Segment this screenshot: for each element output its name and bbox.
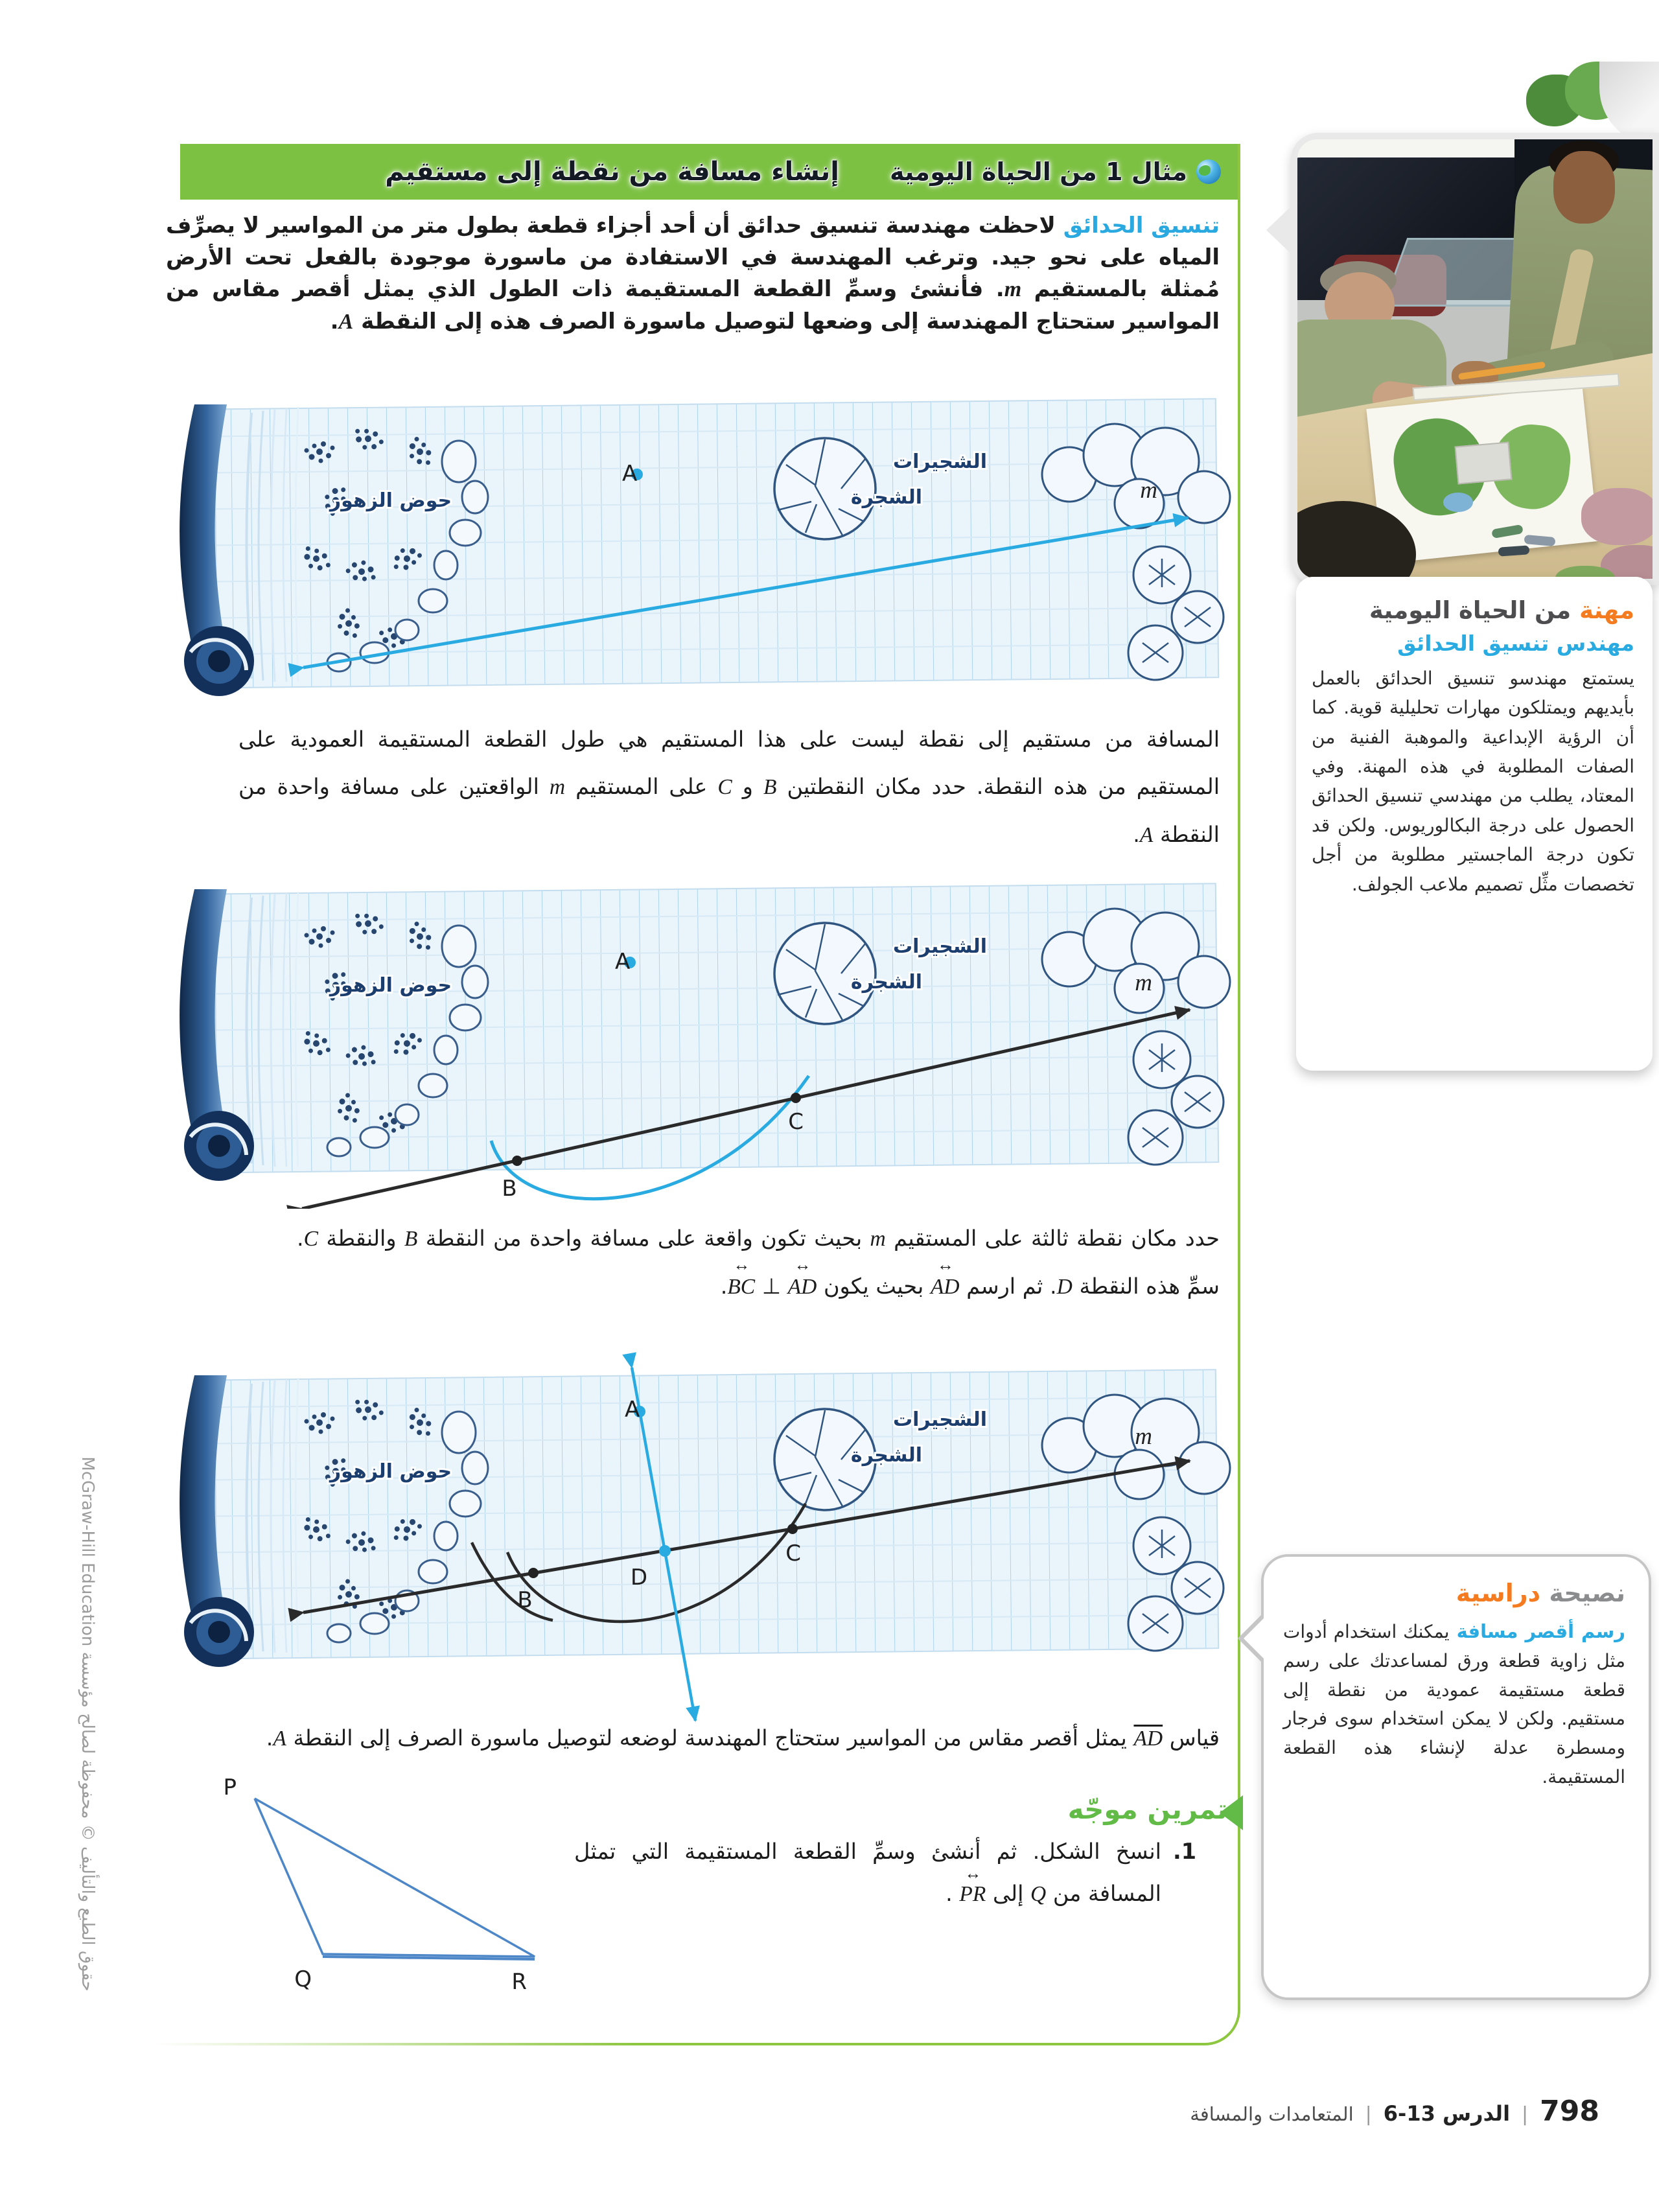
footer-separator: |	[1522, 2103, 1529, 2126]
page-number: 798	[1540, 2095, 1599, 2128]
p-label: P	[223, 1775, 237, 1800]
lesson-label: الدرس 13-6	[1383, 2101, 1511, 2126]
guided-arrow-icon	[1220, 1795, 1243, 1830]
chapter-label: المتعامدات والمسافة	[1190, 2103, 1354, 2125]
example-title: إنشاء مسافة من نقطة إلى مستقيم	[385, 157, 839, 187]
a-label: A	[622, 461, 638, 487]
diagram-3	[154, 1348, 1236, 1753]
career-title	[1312, 596, 1634, 624]
tip-notch-inner	[1244, 1617, 1265, 1660]
d-label: D	[630, 1565, 648, 1590]
point-b	[528, 1568, 539, 1578]
example-label: مثال 1 من الحياة اليومية	[890, 157, 1187, 186]
flowerbed-label: حوض الزهور	[329, 974, 452, 997]
career-subtitle: مهندس تنسيق الحدائق	[1397, 631, 1634, 656]
tip-body	[1283, 1616, 1625, 1792]
intro-lead: تنسيق الحدائق	[1055, 213, 1220, 239]
tree-label: الشجرة	[850, 1444, 922, 1467]
m-label: m	[1135, 1423, 1152, 1450]
banner-lead	[890, 157, 1221, 186]
tip-title-accent: دراسية	[1456, 1579, 1541, 1607]
flowerbed-label: حوض الزهور	[329, 1460, 452, 1483]
triangle-sides	[255, 1799, 535, 1957]
tree-label: الشجرة	[850, 971, 922, 994]
page-footer	[1190, 2095, 1599, 2128]
step2-paragraph: المسافة من مستقيم إلى نقطة ليست على هذا المستقيم هي طول القطعة المستقيمة العمودية على المستقيم من هذه النقطة. حدد مكان النقطتين B و C على المستقيم m الواقعتين على مسافة واحدة من النقطة A.	[231, 727, 1220, 848]
b-label: B	[517, 1587, 533, 1613]
study-tip-callout	[1261, 1554, 1651, 2000]
border-fade	[154, 2043, 642, 2045]
photo-plan-house	[1455, 441, 1513, 484]
shrubs-label: الشجيرات	[892, 1408, 987, 1431]
diagram-2	[154, 862, 1236, 1209]
m-label: m	[1140, 477, 1157, 504]
b-label: B	[502, 1176, 517, 1202]
example-banner	[180, 144, 1238, 200]
career-title-accent: مهنة	[1579, 596, 1634, 624]
photo-callout	[1291, 133, 1659, 585]
diagram-1	[154, 377, 1236, 704]
copyright-text: حقوق الطبع والتأليف © محفوظة لصالح مؤسسة McGraw-Hill Education	[78, 1456, 97, 1992]
career-photo	[1297, 139, 1653, 579]
step3-paragraph: حدد مكان نقطة ثالثة على المستقيم m بحيث تكون واقعة على مسافة واحدة من النقطة B والنقطة C. سمِّ هذه النقطة D. ثم ارسم AD ↔ بحيث يكون AD ↔ ⊥ BC ↔ .	[290, 1226, 1220, 1299]
photo-plan-pond	[1443, 493, 1473, 512]
point-c	[787, 1524, 798, 1534]
guided-practice-title: تمرين موجّه	[1067, 1793, 1227, 1825]
c-label: C	[788, 1109, 804, 1135]
flowerbed-label: حوض الزهور	[329, 489, 452, 512]
tip-lead: رسم أقصر مسافة	[1449, 1620, 1625, 1642]
photo-man2-head	[1553, 151, 1615, 224]
example-box	[154, 144, 1240, 2045]
q-label: Q	[294, 1966, 312, 1992]
photo-notch-icon	[1266, 203, 1295, 257]
tip-title	[1283, 1579, 1625, 1607]
caption-paragraph: قياس AD يمثل أقصر مقاس من المواسير ستحتاج المهندسة لوضعه لتوصيل ماسورة الصرف إلى النقطة A.	[266, 1725, 1220, 1751]
triangle-pqr	[190, 1767, 611, 2007]
shrubs-label: الشجيرات	[892, 935, 987, 958]
a-label: A	[615, 949, 631, 975]
intro-text: لاحظت مهندسة تنسيق حدائق أن أحد أجزاء قطعة بطول متر من المواسير لا يصرِّف المياه على نحو جيد. وترغب المهندسة في الاستفادة من ماسورة موجودة بالفعل تحت الأرض مُمثلة بالمستقيم m. فأنشئ وسمِّ القطعة المستقيمة ذات الطول الذي يمثل أقصر مقاس من المواسير ستحتاج المهندسة إلى وضعها لتوصيل ماسورة الصرف هذه إلى النقطة A.	[158, 213, 1220, 334]
c-label: C	[785, 1541, 801, 1566]
tip-text: يمكنك استخدام أدوات مثل زاوية قطعة ورق لمساعدتك على رسم قطعة مستقيمة عمودية من نقطة إلى مستقيم. ولكن لا يمكن استخدام سوى فرجار ومسطرة عدلة لإنشاء هذه القطعة المستقيمة.	[1283, 1621, 1625, 1787]
m-label: m	[1135, 970, 1152, 996]
exercise-number: 1.	[1172, 1839, 1196, 1864]
intro-paragraph	[158, 210, 1220, 338]
career-callout	[1296, 577, 1653, 1071]
a-label: A	[625, 1397, 640, 1423]
point-b	[512, 1156, 522, 1166]
footer-separator: |	[1365, 2103, 1372, 2126]
globe-icon	[1196, 159, 1221, 184]
exercise-text: انسخ الشكل. ثم أنشئ وسمِّ القطعة المستقيمة التي تمثل المسافة من Q إلى PR ↔ .	[567, 1839, 1161, 1907]
career-body: يستمتع مهندسو تنسيق الحدائق بالعمل بأيديهم ويمتلكون مهارات تحليلية قوية. كما أن الرؤية الإبداعية والموهبة الفنية من الصفات المطلوبة في هذه المهنة. وفي المعتاد، يطلب من مهندسي تنسيق الحدائق الحصول على درجة البكالوريوس. ولكن قد تكون درجة الماجستير مطلوبة من أجل تخصصات مثِّل تصميم ملاعب الجولف.	[1312, 668, 1634, 895]
career-title-rest: من الحياة اليومية	[1369, 596, 1580, 624]
point-d	[659, 1545, 671, 1557]
tip-title-gray: نصيحة	[1540, 1579, 1625, 1607]
r-label: R	[511, 1969, 527, 1995]
exercise-1	[567, 1830, 1196, 1916]
point-c	[791, 1093, 801, 1103]
tree-label: الشجرة	[850, 486, 922, 509]
photo-stone1	[1581, 488, 1653, 545]
shrubs-label: الشجيرات	[892, 450, 987, 473]
